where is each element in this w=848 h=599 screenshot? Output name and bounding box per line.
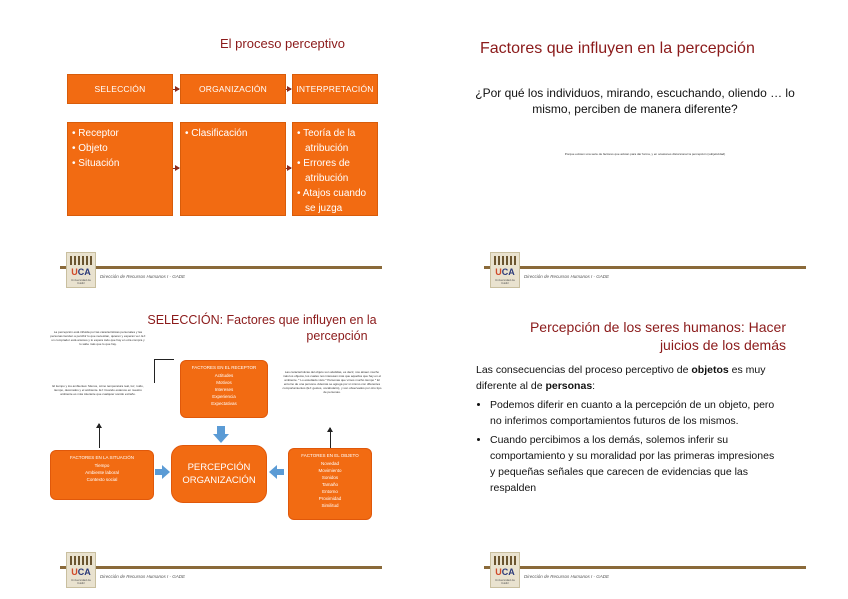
intro-paragraph: Las consecuencias del proceso perceptivo de objetos es muy diferente al de personas: [476,364,766,392]
list-item: • Atajos cuando [297,188,367,199]
list-item: Expectativas [211,401,237,406]
factores-receptor-box: FACTORES EN EL RECEPTOR Actitudes Motivos Intereses Experiencia Expectativas [180,360,268,418]
list-item: • Situación [72,158,120,169]
slide-factores [424,0,848,299]
interpretacion-box: INTERPRETACIÓN [292,74,378,104]
arrow-right-icon [286,89,291,90]
list-item: Movimiento [318,468,342,473]
note-receptor: La percepción está influida por las características personales y las personas tienden a percibir lo que necesitan, quieren y esperan ver. EJ: un comprador está ansioso y lo espera todo que hay en otra compra y lo sabe más que lo que hay. [50,330,146,346]
list-item: • Cuando percibimos a los demás, solemos inferir su comportamiento y su moralidad por las primeras impresiones y pequeñas señales que carecen de evidencias que las respalden [490,432,776,496]
footer-text: Dirección de Recursos Humanos I - GADE [524,574,610,579]
list-item: Tamaño [321,482,338,487]
arrow-down-icon [213,434,229,443]
connector-line [154,359,174,360]
footer-text: Dirección de Recursos Humanos I - GADE [524,274,610,279]
list-item: Similitud [321,503,339,508]
factores-objeto-box: FACTORES EN EL OBJETO Novedad Movimiento Sonidos Tamaño Entorno Proximidad Similitud [288,448,372,520]
footer-rule [60,266,382,269]
list-item: • Teoría de la [297,128,356,139]
arrow-up-icon [330,428,331,448]
arrow-right-icon [173,89,179,90]
uca-logo: UCA Universidad de Cádiz [490,552,520,588]
list-item: • Clasificación [185,128,248,139]
slide-title: El proceso perceptivo [220,36,346,51]
uca-logo: UCA Universidad de Cádiz [66,552,96,588]
arrow-right-icon [286,168,291,169]
list-item: Novedad [320,461,339,466]
arrow-left-icon [269,465,277,479]
arrow-right-icon [162,465,170,479]
list-item: atribución [305,143,349,154]
note-text: Porque existen una serie de factores que actúan para dar forma, y en ocasiones distorsionar la percepción (subjetividad) [564,152,726,156]
note-objeto: Las características del objeto son aludidas, es decir, nos atraen mucho más los objetos, los cuales nos interesan más que aquellos que hay en el ambiente. * Lo estudiado visto * Personas que vimos mucho tiempo * El entorno de una persona. Además se agrega por sí mismo con diferentes comportamientos (EJ: gestos, vocabulario), y son observados por otro tipo de personas. [282,370,382,394]
list-item: Actitudes [214,373,234,378]
list-item: Intereses [214,387,234,392]
note-situacion: El tiempo y los ambientes: Menos, cómo temperatura real, luz, ruido, tiempo, decorados y el ambiente. EJ: Cuando estamos en nuestro ambiente es más tolerante que cualquier sonido extraño. [52,384,144,396]
list-item: • Errores de [297,158,350,169]
list-item: • Objeto [72,143,108,154]
interpretacion-list [292,122,378,216]
list-item: Entorno [322,489,338,494]
seleccion-box: SELECCIÓN [67,74,173,104]
list-item: Tiempo [94,463,110,468]
list-item: Experiencia [212,394,236,399]
factores-situacion-box: FACTORES EN LA SITUACIÓN Tiempo Ambiente laboral Contexto social [50,450,154,500]
arrow-right-icon [173,168,179,169]
uca-logo: UCA Universidad de Cádiz [490,252,520,288]
footer-rule [60,566,382,569]
footer-text: Dirección de Recursos Humanos I - GADE [100,574,186,579]
slide-title: SELECCIÓN: Factores que influyen en la percepción [147,313,377,343]
slide-title: Percepción de los seres humanos: Hacer juicios de los demás [529,319,786,353]
list-item: • Podemos diferir en cuanto a la percepción de un objeto, pero no inferimos comportamientos futuros de los mismos. [490,397,776,429]
list-item: Ambiente laboral [85,470,119,475]
list-item: • Receptor [72,128,119,139]
slide-title: Factores que influyen en la percepción [480,40,755,57]
list-item: Proximidad [318,496,342,501]
list-item: Sonidos [321,475,339,480]
list-item: atribución [305,173,349,184]
connector-line [154,359,155,383]
footer-rule [484,566,806,569]
body-text [476,362,776,499]
question-text: ¿Por qué los individuos, mirando, escuchando, oliendo … lo mismo, perciben de manera diferente? [475,86,795,116]
list-item: Contexto social [86,477,118,482]
seleccion-list [67,122,173,216]
slide-proceso-perceptivo [0,0,424,299]
list-item: Motivos [216,380,232,385]
organizacion-box: ORGANIZACIÓN [180,74,286,104]
arrow-up-icon [99,424,100,448]
footer-rule [484,266,806,269]
percepcion-organizacion-box: PERCEPCIÓN ORGANIZACIÓN [171,445,267,503]
list-item: se juzga [305,203,343,214]
uca-logo: UCA Universidad de Cádiz [66,252,96,288]
slide-seleccion-factores [0,300,424,599]
organizacion-list [180,122,286,216]
footer-text: Dirección de Recursos Humanos I - GADE [100,274,186,279]
